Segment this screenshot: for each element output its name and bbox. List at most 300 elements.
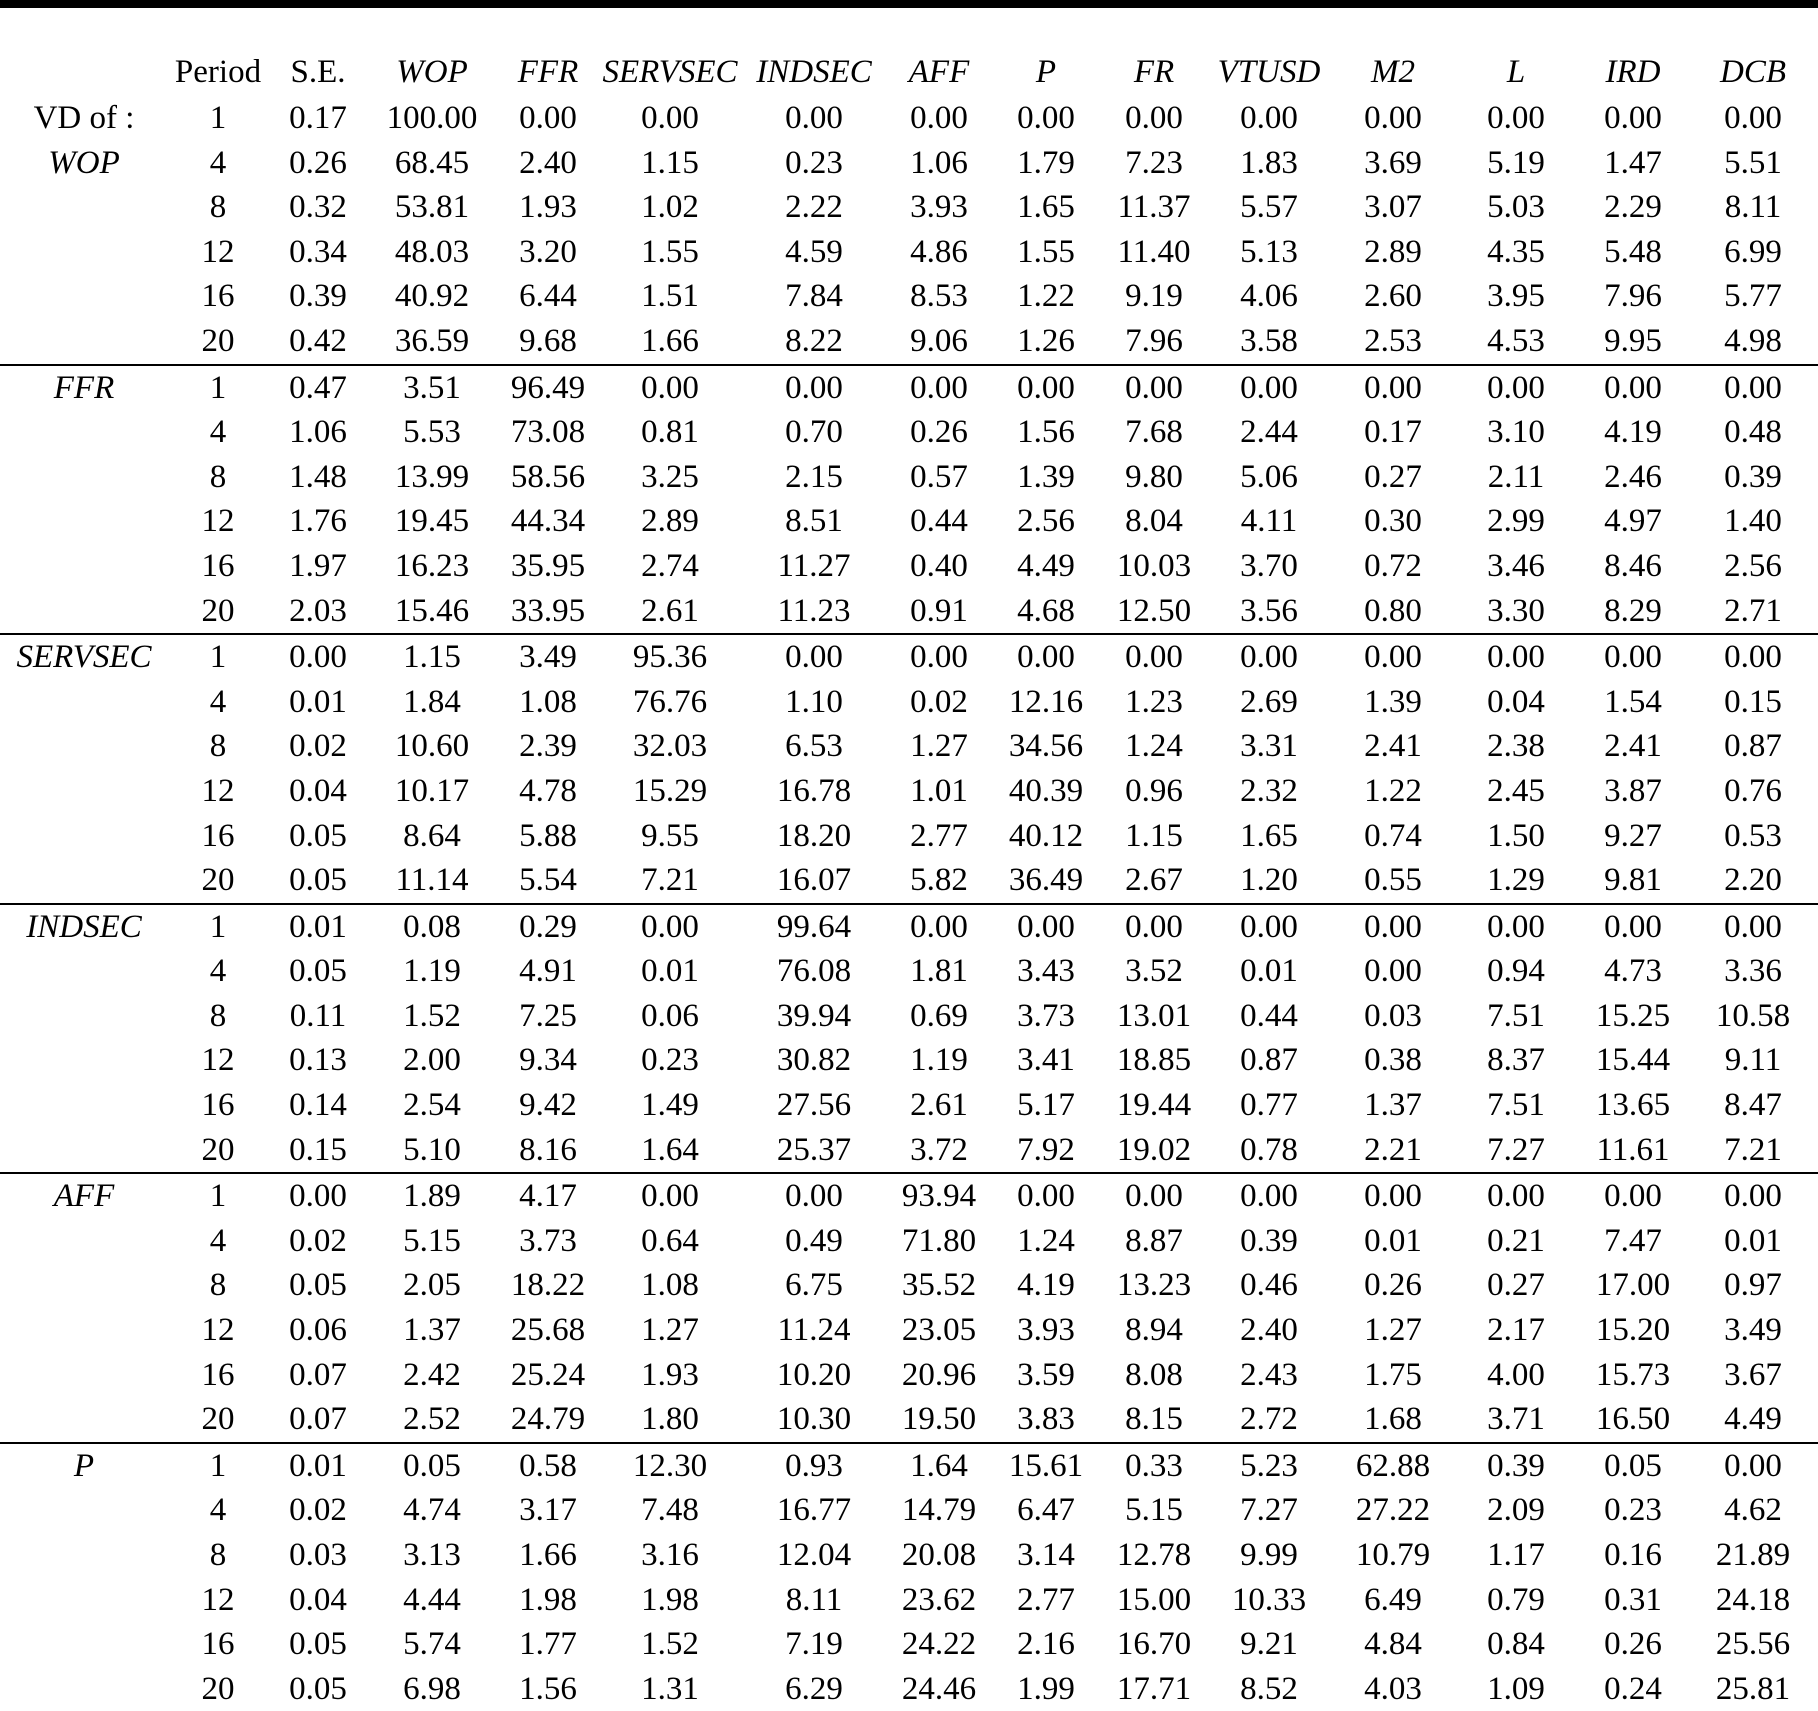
value-cell: 4.53 [1454,319,1578,365]
value-cell: 7.25 [519,997,577,1034]
value-cell: 2.39 [519,728,577,765]
value-cell: 1.66 [519,1537,577,1573]
value-cell: 0.31 [1604,1581,1662,1618]
value-cell: 1.10 [785,683,843,720]
value-cell: 0.00 [289,639,347,676]
value-cell: 0.24 [1604,1670,1662,1707]
value-cell: 2.77 [910,817,968,854]
value-cell: 1.55 [641,233,699,270]
value-cell: 3.14 [1017,1537,1075,1573]
empty-cell [0,1353,168,1398]
value-cell: 0.64 [641,1222,699,1259]
value-cell: 0.00 [1125,639,1183,676]
value-cell: 1.22 [1017,278,1075,315]
value-cell: 0.27 [1487,1267,1545,1304]
column-header [0,48,168,96]
value-cell: 1.93 [641,1356,699,1393]
value-cell: 27.22 [1355,1492,1431,1529]
value-cell: 1.02 [641,189,699,226]
value-cell: 0.48 [1724,414,1782,451]
value-cell: 3.25 [641,458,699,495]
value-cell: 9.80 [1125,458,1183,495]
column-header: SERVSEC [602,54,738,90]
value-cell: 1.29 [1454,858,1578,904]
value-cell: 1.99 [1017,1670,1075,1707]
value-cell: 1.51 [641,278,699,315]
empty-cell [0,1622,168,1667]
value-cell: 0.00 [1017,369,1075,406]
value-cell: 2.03 [268,589,368,635]
period-cell: 12 [201,772,235,809]
value-cell: 1.17 [1487,1537,1545,1573]
value-cell: 6.29 [785,1670,843,1707]
value-cell: 13.65 [1595,1087,1671,1124]
value-cell: 0.00 [1604,1178,1662,1215]
value-cell: 5.77 [1724,278,1782,315]
value-cell: 3.87 [1604,772,1662,809]
value-cell: 0.03 [1364,997,1422,1034]
value-cell: 35.52 [901,1267,977,1304]
value-cell: 8.87 [1125,1222,1183,1259]
value-cell: 1.19 [910,1042,968,1079]
value-cell: 2.11 [1487,458,1545,495]
period-cell: 8 [209,1537,227,1573]
value-cell: 2.00 [403,1042,461,1079]
value-cell: 0.53 [1724,817,1782,854]
value-cell: 0.00 [519,100,577,136]
value-cell: 44.34 [510,503,586,540]
value-cell: 4.19 [1604,414,1662,451]
empty-cell [0,274,168,319]
value-cell: 0.00 [1364,100,1422,136]
value-cell: 0.39 [1724,458,1782,495]
value-cell: 1.52 [403,997,461,1034]
value-cell: 4.84 [1364,1626,1422,1663]
value-cell: 7.48 [641,1492,699,1529]
value-cell: 1.19 [403,953,461,990]
value-cell: 0.39 [1487,1447,1545,1484]
value-cell: 0.00 [1364,369,1422,406]
value-cell: 5.19 [1487,144,1545,181]
value-cell: 0.00 [910,369,968,406]
empty-cell [0,319,168,365]
value-cell: 2.20 [1688,858,1818,904]
value-cell: 0.01 [641,953,699,990]
value-cell: 25.68 [510,1312,586,1349]
value-cell: 0.00 [1604,369,1662,406]
value-cell: 1.23 [1125,683,1183,720]
value-cell: 7.84 [785,278,843,315]
value-cell: 2.74 [641,547,699,584]
value-cell: 2.41 [1364,728,1422,765]
value-cell: 15.46 [368,589,496,635]
value-cell: 16.78 [776,772,852,809]
period-cell: 8 [209,728,227,765]
value-cell: 0.26 [1604,1626,1662,1663]
period-cell: 16 [201,1626,235,1663]
value-cell: 0.00 [785,1178,843,1215]
value-cell: 1.68 [1332,1397,1454,1443]
value-cell: 3.73 [1017,997,1075,1034]
value-cell: 0.93 [785,1447,843,1484]
value-cell: 0.00 [1724,1178,1782,1215]
table-row [0,1533,1818,1578]
value-cell: 58.56 [510,458,586,495]
value-cell: 8.11 [1724,189,1782,226]
value-cell: 0.00 [1487,639,1545,676]
value-cell: 8.22 [740,319,888,365]
value-cell: 0.40 [910,547,968,584]
value-cell: 1.37 [1364,1087,1422,1124]
value-cell: 8.52 [1240,1670,1298,1707]
value-cell: 3.93 [910,189,968,226]
value-cell: 11.40 [1117,233,1191,270]
value-cell: 2.17 [1487,1312,1545,1349]
value-cell: 0.00 [1364,1178,1422,1215]
value-cell: 13.99 [394,458,470,495]
table-row [0,904,1818,950]
value-cell: 0.00 [1017,908,1075,945]
value-cell: 0.87 [1724,728,1782,765]
value-cell: 1.56 [1017,414,1075,451]
value-cell: 0.81 [641,414,699,451]
value-cell: 3.83 [990,1397,1102,1443]
value-cell: 0.30 [1364,503,1422,540]
value-cell: 15.29 [632,772,708,809]
value-cell: 0.05 [289,817,347,854]
value-cell: 0.05 [289,1670,347,1707]
value-cell: 0.00 [1604,639,1662,676]
table-row [0,1083,1818,1128]
value-cell: 2.72 [1206,1397,1332,1443]
value-cell: 1.15 [1125,817,1183,854]
value-cell: 0.17 [1364,414,1422,451]
empty-cell [0,544,168,589]
value-cell: 6.44 [519,278,577,315]
value-cell: 24.79 [496,1397,600,1443]
value-cell: 48.03 [394,233,470,270]
period-cell: 1 [209,639,227,676]
period-cell: 8 [209,189,227,226]
table-row [0,96,1818,141]
period-cell: 16 [201,1356,235,1393]
table-row [0,1263,1818,1308]
value-cell: 27.56 [776,1087,852,1124]
value-cell: 5.15 [403,1222,461,1259]
period-cell: 4 [209,1492,227,1529]
value-cell: 6.47 [1017,1492,1075,1529]
value-cell: 0.00 [1364,953,1422,990]
column-header: WOP [396,54,468,90]
empty-cell [0,1219,168,1264]
value-cell: 2.53 [1332,319,1454,365]
empty-cell [0,814,168,859]
value-cell: 2.42 [403,1356,461,1393]
value-cell: 0.38 [1364,1042,1422,1079]
group-label: WOP [48,144,120,181]
value-cell: 14.79 [901,1492,977,1529]
value-cell: 0.27 [1364,458,1422,495]
period-cell: 20 [168,1397,268,1443]
group-label: FFR [53,369,115,406]
value-cell: 0.57 [910,458,968,495]
period-cell: 8 [209,458,227,495]
value-cell: 3.07 [1364,189,1422,226]
column-header: P [1035,54,1057,90]
header-row [0,48,1818,96]
value-cell: 5.54 [496,858,600,904]
value-cell: 8.64 [403,817,461,854]
value-cell: 12.04 [776,1537,852,1573]
value-cell: 0.00 [910,908,968,945]
table-row [0,1667,1818,1711]
value-cell: 4.78 [519,772,577,809]
value-cell: 1.65 [1240,817,1298,854]
value-cell: 0.00 [1125,100,1183,136]
value-cell: 1.77 [519,1626,577,1663]
value-cell: 3.69 [1364,144,1422,181]
value-cell: 0.00 [910,100,968,136]
top-rule [0,0,1818,8]
value-cell: 24.46 [901,1670,977,1707]
empty-cell [0,589,168,635]
value-cell: 9.81 [1578,858,1688,904]
table-row [0,1173,1818,1219]
value-cell: 0.00 [1487,369,1545,406]
value-cell: 0.00 [1487,1178,1545,1215]
value-cell: 15.20 [1595,1312,1671,1349]
value-cell: 3.43 [1017,953,1075,990]
table-row [0,230,1818,275]
group-label: SERVSEC [16,639,152,676]
value-cell: 0.06 [641,997,699,1034]
value-cell: 1.97 [289,547,347,584]
value-cell: 76.08 [776,953,852,990]
value-cell: 4.11 [1240,503,1298,540]
value-cell: 3.36 [1724,953,1782,990]
value-cell: 5.82 [888,858,990,904]
value-cell: 0.69 [910,997,968,1034]
value-cell: 6.75 [785,1267,843,1304]
value-cell: 11.23 [740,589,888,635]
value-cell: 1.01 [910,772,968,809]
table-row [0,319,1818,365]
value-cell: 25.81 [1715,1670,1791,1707]
value-cell: 24.22 [901,1626,977,1663]
value-cell: 1.08 [519,683,577,720]
value-cell: 7.47 [1604,1222,1662,1259]
value-cell: 2.99 [1487,503,1545,540]
value-cell: 7.96 [1604,278,1662,315]
period-cell: 12 [201,1581,235,1618]
value-cell: 13.23 [1116,1267,1192,1304]
value-cell: 0.00 [1240,100,1298,136]
value-cell: 0.17 [289,100,347,136]
empty-cell [0,1488,168,1533]
column-header: M2 [1371,54,1415,90]
value-cell: 2.38 [1487,728,1545,765]
value-cell: 36.59 [368,319,496,365]
value-cell: 5.10 [368,1128,496,1174]
value-cell: 35.95 [510,547,586,584]
value-cell: 16.77 [776,1492,852,1529]
empty-cell [0,499,168,544]
value-cell: 2.61 [910,1087,968,1124]
value-cell: 0.87 [1240,1042,1298,1079]
value-cell: 0.80 [1332,589,1454,635]
value-cell: 0.00 [1017,639,1075,676]
value-cell: 3.51 [403,369,461,406]
empty-cell [0,410,168,455]
value-cell: 4.49 [1688,1397,1818,1443]
value-cell: 0.70 [785,414,843,451]
value-cell: 4.06 [1240,278,1298,315]
value-cell: 0.00 [1240,908,1298,945]
value-cell: 5.88 [519,817,577,854]
value-cell: 0.13 [289,1042,347,1079]
value-cell: 0.84 [1487,1626,1545,1663]
value-cell: 18.85 [1116,1042,1192,1079]
value-cell: 25.24 [510,1356,586,1393]
column-header: INDSEC [756,54,872,90]
value-cell: 3.59 [1017,1356,1075,1393]
column-header: L [1506,54,1526,90]
value-cell: 0.15 [268,1128,368,1174]
period-cell: 20 [168,858,268,904]
value-cell: 2.89 [641,503,699,540]
value-cell: 0.00 [1724,908,1782,945]
table-row [0,1578,1818,1623]
value-cell: 0.00 [641,369,699,406]
value-cell: 71.80 [901,1222,977,1259]
value-cell: 4.17 [519,1178,577,1215]
value-cell: 3.13 [403,1537,461,1573]
value-cell: 4.62 [1724,1492,1782,1529]
value-cell: 0.47 [289,369,347,406]
value-cell: 9.19 [1125,278,1183,315]
value-cell: 4.86 [910,233,968,270]
value-cell: 0.04 [1487,683,1545,720]
value-cell: 0.05 [403,1447,461,1484]
value-cell: 1.75 [1364,1356,1422,1393]
empty-cell [0,455,168,500]
value-cell: 2.77 [1017,1581,1075,1618]
value-cell: 3.31 [1240,728,1298,765]
value-cell: 6.53 [785,728,843,765]
value-cell: 0.00 [1724,369,1782,406]
group-label: AFF [53,1178,115,1215]
value-cell: 0.00 [1364,639,1422,676]
value-cell: 0.23 [785,144,843,181]
value-cell: 53.81 [394,189,470,226]
value-cell: 4.91 [519,953,577,990]
value-cell: 1.55 [1017,233,1075,270]
value-cell: 96.49 [510,369,586,406]
value-cell: 10.03 [1116,547,1192,584]
value-cell: 21.89 [1715,1537,1791,1573]
value-cell: 0.05 [289,953,347,990]
value-cell: 23.62 [901,1581,977,1618]
value-cell: 0.00 [1125,1178,1183,1215]
value-cell: 7.96 [1102,319,1206,365]
period-cell: 1 [209,1178,227,1215]
value-cell: 0.01 [1724,1222,1782,1259]
value-cell: 0.00 [1017,100,1075,136]
value-cell: 1.54 [1604,683,1662,720]
period-cell: 4 [209,1222,227,1259]
value-cell: 23.05 [901,1312,977,1349]
value-cell: 10.79 [1355,1537,1431,1573]
value-cell: 1.81 [910,953,968,990]
value-cell: 0.04 [289,772,347,809]
value-cell: 3.70 [1240,547,1298,584]
column-header: AFF [908,54,970,90]
value-cell: 1.56 [519,1670,577,1707]
value-cell: 11.24 [777,1312,851,1349]
value-cell: 2.61 [600,589,740,635]
table-row [0,1128,1818,1174]
value-cell: 0.72 [1364,547,1422,584]
value-cell: 0.42 [268,319,368,365]
value-cell: 2.21 [1332,1128,1454,1174]
value-cell: 0.03 [289,1537,347,1573]
value-cell: 12.30 [632,1447,708,1484]
table-row [0,724,1818,769]
value-cell: 33.95 [496,589,600,635]
value-cell: 0.00 [785,369,843,406]
period-cell: 4 [209,953,227,990]
value-cell: 18.20 [776,817,852,854]
column-header: DCB [1720,54,1786,90]
value-cell: 1.64 [910,1447,968,1484]
value-cell: 8.04 [1125,503,1183,540]
value-cell: 12.16 [1008,683,1084,720]
value-cell: 40.92 [394,278,470,315]
value-cell: 11.14 [368,858,496,904]
value-cell: 3.72 [888,1128,990,1174]
value-cell: 12.78 [1116,1537,1192,1573]
value-cell: 3.17 [519,1492,577,1529]
value-cell: 0.79 [1487,1581,1545,1618]
value-cell: 6.49 [1364,1581,1422,1618]
value-cell: 0.02 [289,1492,347,1529]
period-cell: 12 [201,503,235,540]
value-cell: 1.15 [641,144,699,181]
value-cell: 7.92 [990,1128,1102,1174]
period-cell: 1 [209,369,227,406]
value-cell: 20.08 [901,1537,977,1573]
empty-cell [0,1578,168,1623]
value-cell: 4.44 [403,1581,461,1618]
table-row [0,365,1818,411]
empty-cell [0,724,168,769]
value-cell: 0.00 [1724,1447,1782,1484]
value-cell: 9.68 [496,319,600,365]
value-cell: 0.01 [1364,1222,1422,1259]
value-cell: 8.29 [1578,589,1688,635]
value-cell: 4.03 [1364,1670,1422,1707]
value-cell: 1.08 [641,1267,699,1304]
empty-cell [0,230,168,275]
table-row [0,634,1818,680]
value-cell: 0.00 [1240,369,1298,406]
table-row [0,589,1818,635]
value-cell: 1.27 [641,1312,699,1349]
value-cell: 9.06 [888,319,990,365]
value-cell: 0.39 [289,278,347,315]
value-cell: 0.97 [1724,1267,1782,1304]
period-cell: 16 [201,1087,235,1124]
